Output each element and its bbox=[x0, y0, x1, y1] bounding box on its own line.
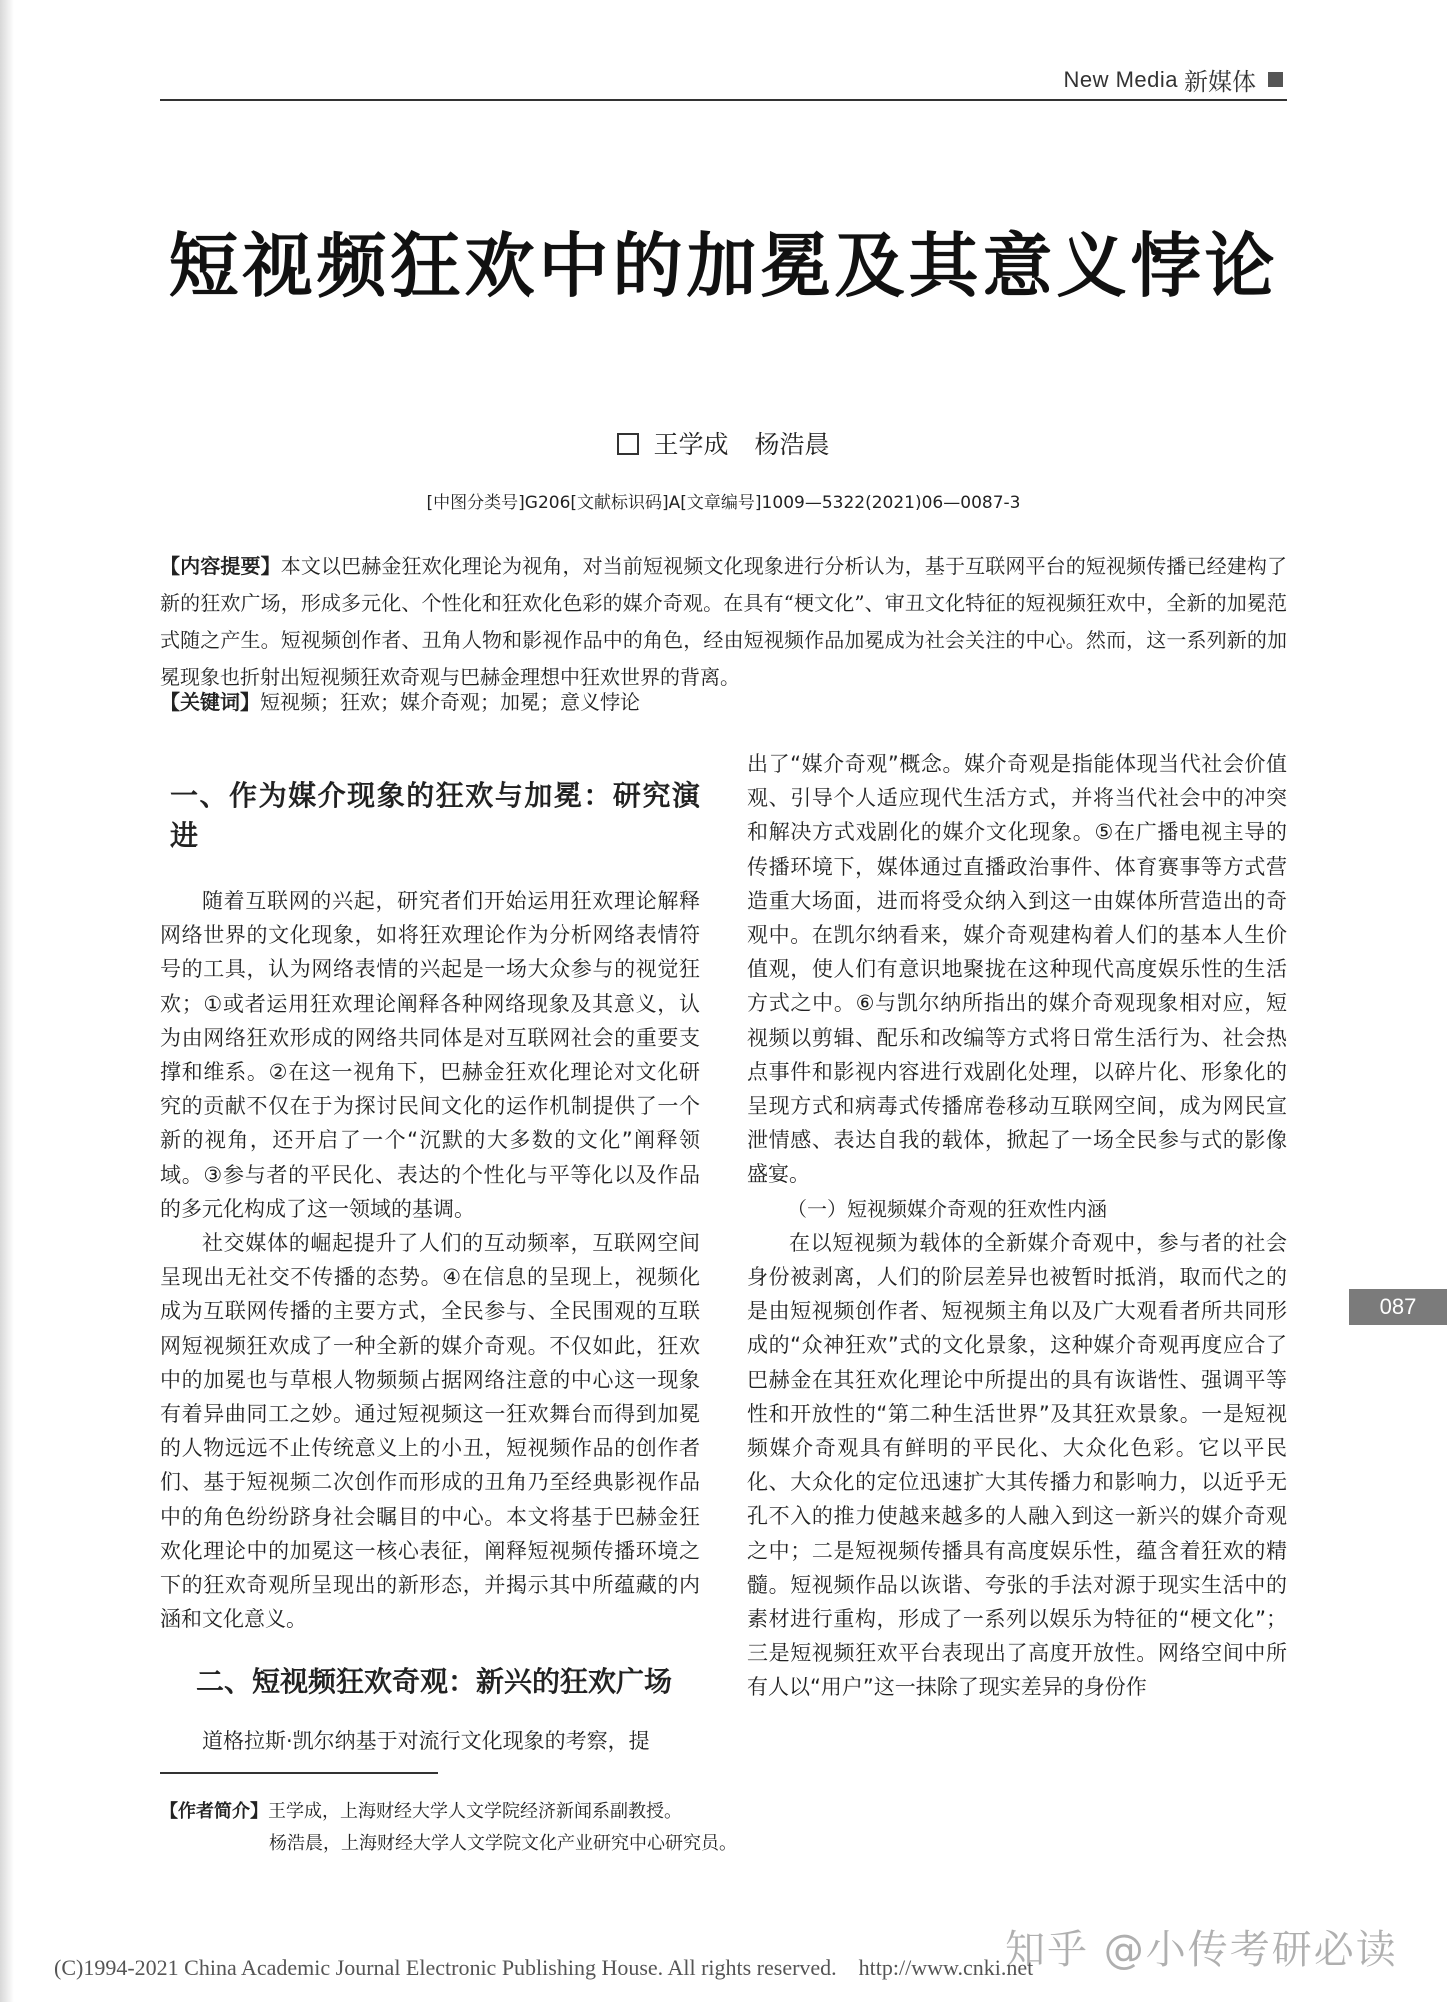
zhihu-watermark: 知乎 @小传考研必读 bbox=[1005, 1927, 1398, 1973]
keywords-label: 【关键词】 bbox=[160, 690, 260, 714]
right-column bbox=[747, 747, 1287, 1705]
body-paragraph-continued: 出了“媒介奇观”概念。媒介奇观是指能体现当代社会价值观、引导个人适应现代生活方式，并将当代社会中的冲突和解决方式戏剧化的媒介文化现象。⑤在广播电视主导的传播环境下，媒体通过直播政治事件、体育赛事等方式营造重大场面，进而将受众纳入到这一由媒体所营造出的奇观中。在凯尔纳看来，媒介奇观建构着人们的基本人生价值观，使人们有意识地聚拢在这种现代高度娱乐性的生活方式之中。⑥与凯尔纳所指出的媒介奇观现象相对应，短视频以剪辑、配乐和改编等方式将日常生活行为、社会热点事件和影视内容进行戏剧化处理，以碎片化、形象化的呈现方式和病毒式传播席卷移动互联网空间，成为网民宣泄情感、表达自我的载体，掀起了一场全民参与式的影像盛宴。 bbox=[747, 752, 1287, 1187]
journal-header bbox=[1063, 62, 1283, 97]
left-column bbox=[160, 742, 700, 1759]
journal-name-zh: 新媒体 bbox=[1184, 68, 1256, 96]
copyright-footer: (C)1994-2021 China Academic Journal Electronic Publishing House. All rights reserved. http://www.cnki.net bbox=[54, 1955, 1034, 1980]
classification-line: [中图分类号]G206[文献标识码]A[文章编号]1009—5322(2021)06—0087-3 bbox=[426, 493, 1021, 513]
journal-name-en: New Media bbox=[1063, 66, 1178, 92]
abstract-text: 本文以巴赫金狂欢化理论为视角，对当前短视频文化现象进行分析认为，基于互联网平台的短视频传播已经建构了新的狂欢广场，形成多元化、个性化和狂欢化色彩的媒介奇观。在具有“梗文化”、审丑文化特征的短视频狂欢中，全新的加冕范式随之产生。短视频创作者、丑角人物和影视作品中的角色，经由短视频作品加冕成为社会关注的中心。然而，这一系列新的加冕现象也折射出短视频狂欢奇观与巴赫金理想中狂欢世界的背离。 bbox=[160, 554, 1288, 689]
section-heading-1: 一、作为媒介现象的狂欢与加冕：研究演进 bbox=[170, 779, 700, 852]
body-paragraph: 社交媒体的崛起提升了人们的互动频率，互联网空间呈现出无社交不传播的态势。④在信息的呈现上，视频化成为互联网传播的主要方式，全民参与、全民围观的互联网短视频狂欢成了一种全新的媒介奇观。不仅如此，狂欢中的加冕也与草根人物频频占据网络注意的中心这一现象有着异曲同工之妙。通过短视频这一狂欢舞台而得到加冕的人物远远不止传统意义上的小丑，短视频作品的创作者们、基于短视频二次创作而形成的丑角乃至经典影视作品中的角色纷纷跻身社会瞩目的中心。本文将基于巴赫金狂欢化理论中的加冕这一核心表征，阐释短视频传播环境之下的狂欢奇观所呈现出的新形态，并揭示其中所蕴藏的内涵和文化意义。 bbox=[160, 1231, 700, 1632]
author-note bbox=[160, 1796, 737, 1860]
keywords bbox=[160, 687, 1287, 717]
page-number: 087 bbox=[1349, 1289, 1447, 1325]
abstract bbox=[160, 548, 1287, 696]
body-paragraph: 随着互联网的兴起，研究者们开始运用狂欢理论解释网络世界的文化现象，如将狂欢理论作为分析网络表情符号的工具，认为网络表情的兴起是一场大众参与的视觉狂欢；①或者运用狂欢理论阐释各种网络现象及其意义，认为由网络狂欢形成的网络共同体是对互联网社会的重要支撑和维系。②在这一视角下，巴赫金狂欢化理论对文化研究的贡献不仅在于为探讨民间文化的运作机制提供了一个新的视角，还开启了一个“沉默的大多数的文化”阐释领域。③参与者的平民化、表达的个性化与平等化以及作品的多元化构成了这一领域的基调。 bbox=[160, 889, 700, 1221]
section-heading-2: 二、短视频狂欢奇观：新兴的狂欢广场 bbox=[196, 1665, 673, 1699]
square-icon bbox=[1268, 72, 1283, 87]
abstract-label: 【内容提要】 bbox=[160, 554, 281, 578]
body-paragraph: 在以短视频为载体的全新媒介奇观中，参与者的社会身份被剥离，人们的阶层差异也被暂时抵消，取而代之的是由短视频创作者、短视频主角以及广大观看者所共同形成的“众神狂欢”式的文化景象，这种媒介奇观再度应合了巴赫金在其狂欢化理论中所提出的具有诙谐性、强调平等性和开放性的“第二种生活世界”及其狂欢景象。一是短视频媒介奇观具有鲜明的平民化、大众化色彩。它以平民化、大众化的定位迅速扩大其传播力和影响力，以近乎无孔不入的推力使越来越多的人融入到这一新兴的媒介奇观之中；二是短视频传播具有高度娱乐性，蕴含着狂欢的精髓。短视频作品以诙谐、夸张的手法对源于现实生活中的素材进行重构，形成了一系列以娱乐为特征的“梗文化”；三是短视频狂欢平台表现出了高度开放性。网络空间中所有人以“用户”这一抹除了现实差异的身份作 bbox=[747, 1230, 1287, 1700]
author-name-2: 杨浩晨 bbox=[754, 430, 830, 459]
body-paragraph: 道格拉斯·凯尔纳基于对流行文化现象的考察，提 bbox=[202, 1729, 650, 1754]
subsection-heading: （一）短视频媒介奇观的狂欢性内涵 bbox=[787, 1196, 1107, 1221]
author-note-line-2: 杨浩晨，上海财经大学人文学院文化产业研究中心研究员。 bbox=[269, 1833, 737, 1854]
square-bullet-icon bbox=[617, 433, 639, 455]
author-name-1: 王学成 bbox=[653, 430, 729, 459]
author-note-line-1: 王学成，上海财经大学人文学院经济新闻系副教授。 bbox=[268, 1801, 682, 1822]
footnote-rule bbox=[160, 1772, 438, 1774]
article-title: 短视频狂欢中的加冕及其意义悖论 bbox=[168, 225, 1279, 307]
author-note-label: 【作者简介】 bbox=[160, 1801, 268, 1822]
keywords-text: 短视频；狂欢；媒介奇观；加冕；意义悖论 bbox=[260, 690, 640, 714]
header-rule bbox=[160, 99, 1287, 101]
author-line bbox=[0, 425, 1447, 461]
